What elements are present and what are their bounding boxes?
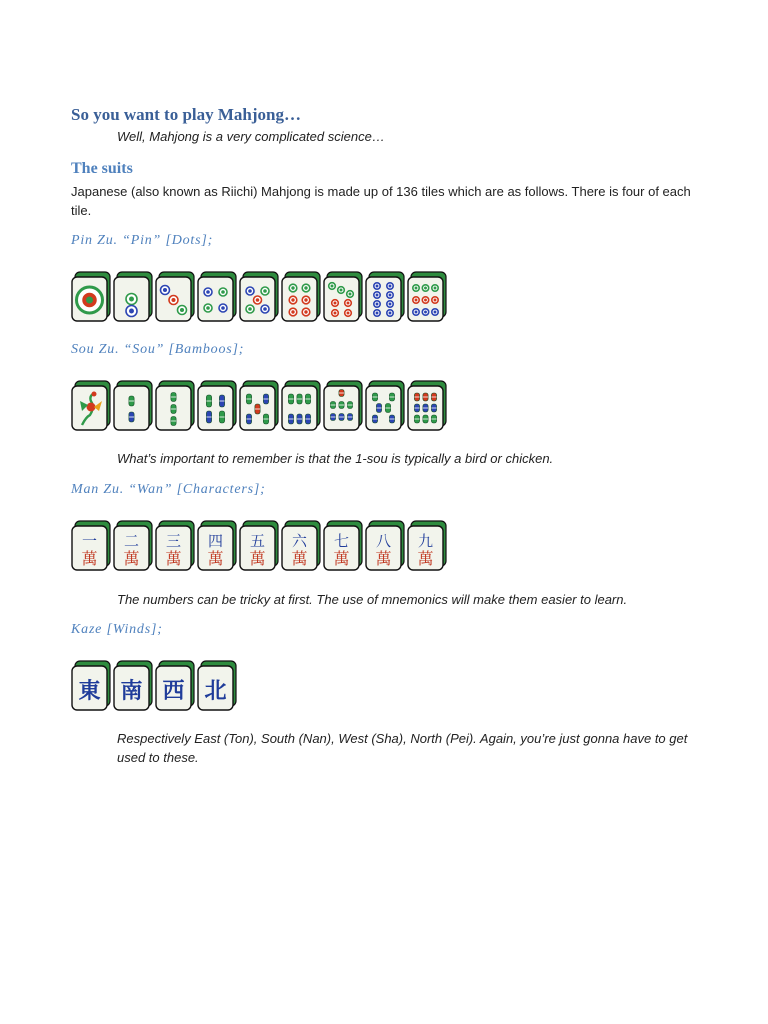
sou-tile-2 (114, 381, 152, 430)
man-tile-7 (324, 521, 362, 570)
pin-tile-2 (114, 272, 152, 321)
pin-tile-5 (240, 272, 278, 321)
man-numeral: 九 (417, 532, 434, 550)
pin-tile-1 (72, 272, 110, 321)
pin-tile-3 (156, 272, 194, 321)
man-wan-char: 萬 (375, 549, 392, 568)
man-note: The numbers can be tricky at first. The use of mnemonics will make them easier to learn. (117, 592, 628, 607)
wind-char: 北 (204, 679, 227, 704)
kaze-tile-2 (114, 661, 152, 710)
kaze-tile-3 (156, 661, 194, 710)
pin-tile-7 (324, 272, 362, 321)
man-numeral: 一 (81, 532, 98, 550)
man-tile-6 (282, 521, 320, 570)
man-tile-2 (114, 521, 152, 570)
man-wan-char: 萬 (123, 549, 140, 568)
sou-tiles (71, 380, 451, 434)
man-wan-char: 萬 (333, 549, 350, 568)
kaze-tile-row (71, 660, 451, 712)
man-wan-char: 萬 (165, 549, 182, 568)
sou-tile-1 (72, 381, 110, 430)
pin-tile-8 (366, 272, 404, 321)
kaze-suit-title: Kaze [Winds]; (71, 622, 163, 637)
man-tile-3 (156, 521, 194, 570)
section-text: Japanese (also known as Riichi) Mahjong is made up of 136 tiles which are as follows. There is four of each tile. (71, 184, 691, 218)
sou-suit-title: Sou Zu. “Sou” [Bamboos]; (71, 342, 245, 357)
man-numeral: 七 (333, 532, 350, 550)
kaze-tile-4 (198, 661, 236, 710)
man-wan-char: 萬 (291, 549, 308, 568)
wind-char: 東 (78, 679, 101, 704)
man-tile-9 (408, 521, 446, 570)
man-wan-char: 萬 (207, 549, 224, 568)
man-suit-title: Man Zu. “Wan” [Characters]; (71, 482, 266, 497)
man-tiles (71, 520, 451, 574)
man-wan-char: 萬 (417, 549, 434, 568)
man-wan-char: 萬 (81, 549, 98, 568)
pin-tile-9 (408, 272, 446, 321)
intro-text: Well, Mahjong is a very complicated science… (117, 129, 385, 144)
kaze-note: Respectively East (Ton), South (Nan), West (Sha), North (Pei). Again, you’re just gonna have to get used to these. (117, 731, 688, 765)
sou-tile-6 (282, 381, 320, 430)
sou-tile-7 (324, 381, 362, 430)
pin-tile-4 (198, 272, 236, 321)
kaze-tile-1 (72, 661, 110, 710)
sou-tile-9 (408, 381, 446, 430)
kaze-tiles (71, 660, 451, 714)
pin-tile-row (71, 271, 451, 323)
man-numeral: 五 (249, 532, 266, 550)
man-tile-4 (198, 521, 236, 570)
sou-tile-3 (156, 381, 194, 430)
man-numeral: 八 (375, 532, 392, 550)
pin-tiles (71, 271, 451, 325)
pin-suit-title: Pin Zu. “Pin” [Dots]; (71, 233, 214, 248)
sou-tile-5 (240, 381, 278, 430)
man-numeral: 二 (123, 532, 140, 550)
wind-char: 南 (120, 679, 143, 704)
sou-tile-4 (198, 381, 236, 430)
man-tile-row (71, 520, 451, 572)
page-title: So you want to play Mahjong… (71, 105, 302, 124)
man-numeral: 四 (207, 532, 224, 550)
man-tile-1 (72, 521, 110, 570)
man-wan-char: 萬 (249, 549, 266, 568)
man-numeral: 三 (165, 532, 182, 550)
wind-char: 西 (162, 679, 185, 704)
man-numeral: 六 (291, 532, 308, 550)
man-tile-8 (366, 521, 404, 570)
man-tile-5 (240, 521, 278, 570)
sou-tile-row (71, 380, 451, 432)
sou-tile-8 (366, 381, 404, 430)
sou-note: What’s important to remember is that the 1-sou is typically a bird or chicken. (117, 451, 554, 466)
section-title: The suits (71, 160, 133, 177)
pin-tile-6 (282, 272, 320, 321)
